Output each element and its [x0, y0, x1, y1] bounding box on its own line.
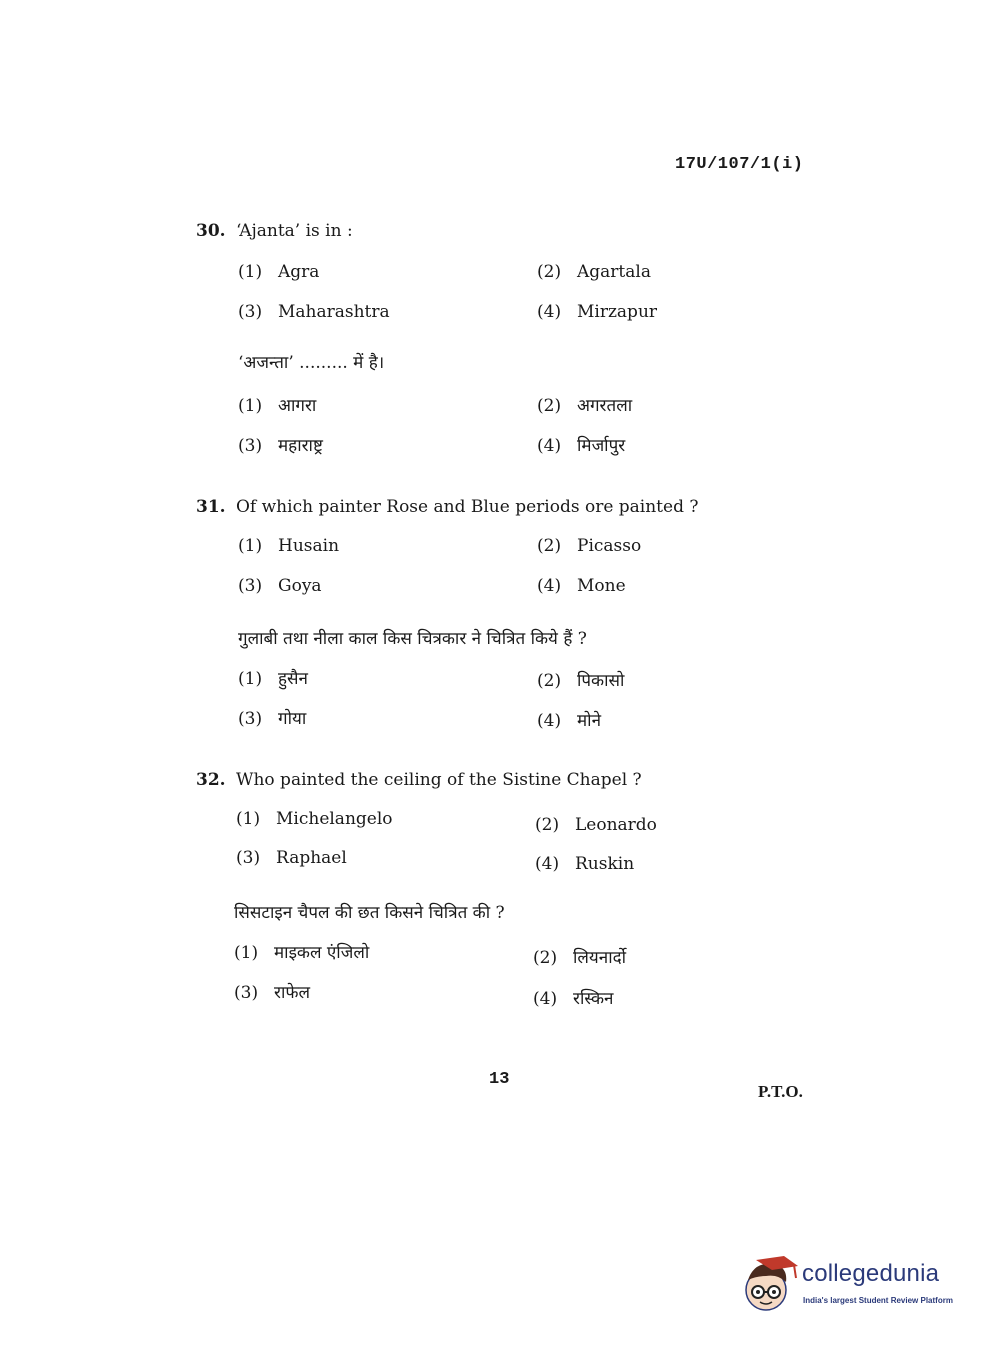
collegedunia-logo: [742, 1248, 972, 1318]
option-en-3: (3) Raphael: [236, 848, 347, 868]
option-hi-4: (4) मोने: [537, 711, 602, 731]
page-number: 13: [489, 1070, 510, 1089]
option-hi-1: (1) आगरा: [238, 396, 317, 416]
option-hi-2: (2) अगरतला: [537, 396, 633, 416]
option-en-4: (4) Ruskin: [535, 854, 635, 874]
mascot-icon: [742, 1252, 800, 1314]
option-en-4: (4) Mone: [537, 576, 626, 596]
option-hi-3: (3) राफेल: [234, 983, 310, 1003]
option-en-1: (1) Michelangelo: [236, 809, 393, 829]
option-en-3: (3) Goya: [238, 576, 322, 596]
option-en-2: (2) Agartala: [537, 262, 651, 282]
question-text-en: ‘Ajanta’ is in :: [236, 221, 353, 241]
question-text-hi: सिसटाइन चैपल की छत किसने चित्रित की ?: [234, 903, 505, 923]
option-en-3: (3) Maharashtra: [238, 302, 390, 322]
question-text-hi: ‘अजन्ता’ ......... में है।: [238, 353, 385, 373]
option-en-2: (2) Picasso: [537, 536, 642, 556]
option-hi-1: (1) हुसैन: [238, 669, 308, 689]
question-number: 30.: [196, 221, 226, 241]
question-text-en: Of which painter Rose and Blue periods ore painted ?: [236, 497, 699, 517]
option-hi-3: (3) महाराष्ट्र: [238, 436, 323, 456]
option-hi-4: (4) रस्किन: [533, 989, 614, 1009]
option-en-1: (1) Husain: [238, 536, 340, 556]
pto-label: P.T.O.: [758, 1082, 803, 1101]
option-hi-1: (1) माइकल एंजिलो: [234, 943, 370, 963]
option-hi-2: (2) पिकासो: [537, 671, 625, 691]
question-text-hi: गुलाबी तथा नीला काल किस चित्रकार ने चित्रित किये हैं ?: [238, 629, 587, 649]
question-text-en: Who painted the ceiling of the Sistine Chapel ?: [236, 770, 642, 790]
brand-tagline: India's largest Student Review Platform: [803, 1296, 953, 1305]
question-number: 32.: [196, 770, 226, 790]
option-en-2: (2) Leonardo: [535, 815, 657, 835]
paper-code: 17U/107/1(i): [675, 155, 804, 174]
option-en-4: (4) Mirzapur: [537, 302, 658, 322]
option-en-1: (1) Agra: [238, 262, 320, 282]
option-hi-3: (3) गोया: [238, 709, 307, 729]
brand-name: collegedunia: [802, 1260, 940, 1287]
question-number: 31.: [196, 497, 226, 517]
option-hi-4: (4) मिर्जापुर: [537, 436, 626, 456]
option-hi-2: (2) लियनार्दो: [533, 948, 627, 968]
